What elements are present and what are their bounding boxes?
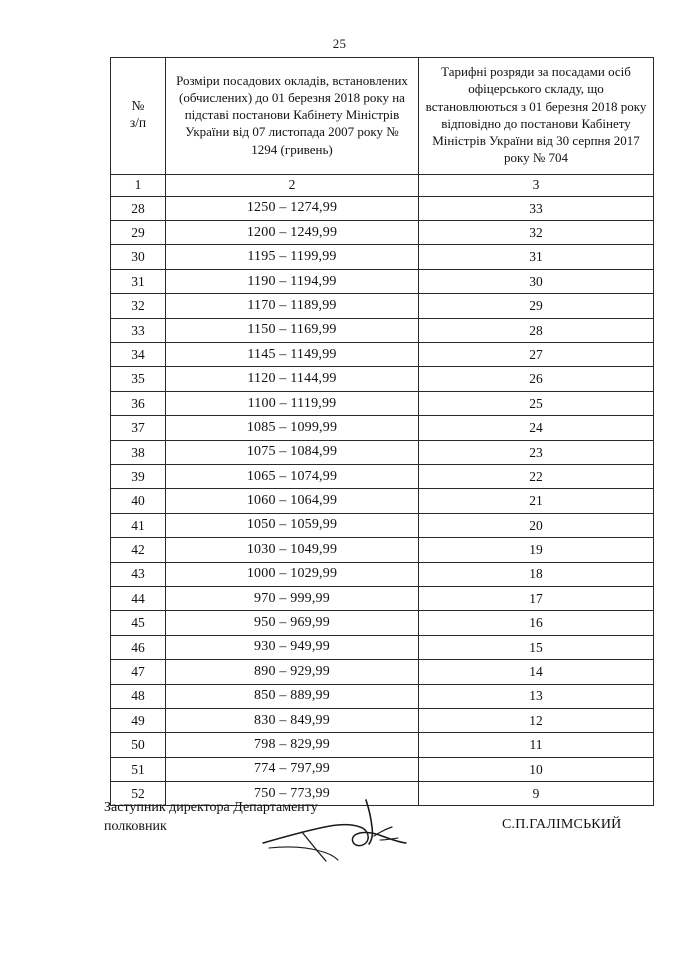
row-tariff-rank: 12 <box>419 708 654 732</box>
row-tariff-rank: 27 <box>419 343 654 367</box>
table-row <box>111 343 654 367</box>
row-salary-range: 890 – 929,99 <box>166 660 419 684</box>
row-index: 43 <box>111 562 166 586</box>
row-index: 30 <box>111 245 166 269</box>
row-tariff-rank: 23 <box>419 440 654 464</box>
signatory-role <box>104 798 318 836</box>
row-tariff-rank: 9 <box>419 782 654 806</box>
table-body <box>111 58 654 806</box>
page-number: 25 <box>332 36 347 51</box>
row-tariff-rank: 30 <box>419 269 654 293</box>
row-index: 33 <box>111 318 166 342</box>
table-row <box>111 489 654 513</box>
row-tariff-rank: 17 <box>419 586 654 610</box>
row-index: 48 <box>111 684 166 708</box>
row-index: 38 <box>111 440 166 464</box>
column-number-3: 3 <box>419 174 654 196</box>
row-salary-range: 1145 – 1149,99 <box>166 343 419 367</box>
row-salary-range: 774 – 797,99 <box>166 757 419 781</box>
row-index: 51 <box>111 757 166 781</box>
row-salary-range: 798 – 829,99 <box>166 733 419 757</box>
table-row <box>111 757 654 781</box>
row-salary-range: 1030 – 1049,99 <box>166 538 419 562</box>
row-salary-range: 850 – 889,99 <box>166 684 419 708</box>
row-salary-range: 830 – 849,99 <box>166 708 419 732</box>
row-index: 50 <box>111 733 166 757</box>
row-salary-range: 750 – 773,99 <box>166 782 419 806</box>
row-tariff-rank: 18 <box>419 562 654 586</box>
header-number-symbol: № <box>131 97 145 113</box>
row-salary-range: 1170 – 1189,99 <box>166 294 419 318</box>
row-salary-range: 950 – 969,99 <box>166 611 419 635</box>
row-salary-range: 1000 – 1029,99 <box>166 562 419 586</box>
row-index: 46 <box>111 635 166 659</box>
table-column-number-row <box>111 174 654 196</box>
table-row <box>111 464 654 488</box>
row-index: 35 <box>111 367 166 391</box>
row-salary-range: 1085 – 1099,99 <box>166 416 419 440</box>
row-tariff-rank: 15 <box>419 635 654 659</box>
table-row <box>111 221 654 245</box>
row-index: 45 <box>111 611 166 635</box>
header-cell-tariff-ranks: Тарифні розряди за посадами осіб офіцерського складу, що встановлюються з 01 березня 2018 року відповідно до постанови Кабінету Міністрів України від 30 серпня 2017 року № 704 <box>419 58 654 175</box>
table-header-row <box>111 58 654 175</box>
row-tariff-rank: 28 <box>419 318 654 342</box>
row-salary-range: 1100 – 1119,99 <box>166 391 419 415</box>
row-index: 29 <box>111 221 166 245</box>
table-row <box>111 538 654 562</box>
row-index: 44 <box>111 586 166 610</box>
row-tariff-rank: 19 <box>419 538 654 562</box>
signatory-name: С.П.ГАЛІМСЬКИЙ <box>502 817 622 832</box>
row-salary-range: 1050 – 1059,99 <box>166 513 419 537</box>
row-tariff-rank: 22 <box>419 464 654 488</box>
table-row <box>111 196 654 220</box>
row-salary-range: 1195 – 1199,99 <box>166 245 419 269</box>
header-cell-number <box>111 58 166 175</box>
signature-block <box>104 798 664 878</box>
row-salary-range: 1075 – 1084,99 <box>166 440 419 464</box>
row-tariff-rank: 29 <box>419 294 654 318</box>
column-number-1: 1 <box>111 174 166 196</box>
row-salary-range: 1150 – 1169,99 <box>166 318 419 342</box>
row-salary-range: 1065 – 1074,99 <box>166 464 419 488</box>
table-row <box>111 684 654 708</box>
column-number-2: 2 <box>166 174 419 196</box>
row-tariff-rank: 21 <box>419 489 654 513</box>
row-tariff-rank: 26 <box>419 367 654 391</box>
row-tariff-rank: 31 <box>419 245 654 269</box>
table-row <box>111 440 654 464</box>
table-row <box>111 416 654 440</box>
row-index: 47 <box>111 660 166 684</box>
row-index: 32 <box>111 294 166 318</box>
row-index: 36 <box>111 391 166 415</box>
table-row <box>111 245 654 269</box>
table-row <box>111 562 654 586</box>
row-index: 39 <box>111 464 166 488</box>
row-salary-range: 1200 – 1249,99 <box>166 221 419 245</box>
row-tariff-rank: 33 <box>419 196 654 220</box>
table-row <box>111 611 654 635</box>
table-row <box>111 708 654 732</box>
row-tariff-rank: 16 <box>419 611 654 635</box>
header-cell-salary-amounts: Розміри посадових окладів, встановлених (обчислених) до 01 березня 2018 року на підставі постанови Кабінету Міністрів України від 07 листопада 2007 року № 1294 (гривень) <box>166 58 419 175</box>
row-tariff-rank: 20 <box>419 513 654 537</box>
table-row <box>111 294 654 318</box>
row-tariff-rank: 14 <box>419 660 654 684</box>
table-row <box>111 513 654 537</box>
row-salary-range: 1250 – 1274,99 <box>166 196 419 220</box>
row-tariff-rank: 11 <box>419 733 654 757</box>
row-index: 28 <box>111 196 166 220</box>
row-tariff-rank: 10 <box>419 757 654 781</box>
signatory-role-line1: Заступник директора Департаменту <box>104 800 318 815</box>
row-salary-range: 1060 – 1064,99 <box>166 489 419 513</box>
row-tariff-rank: 32 <box>419 221 654 245</box>
table-row <box>111 318 654 342</box>
row-tariff-rank: 13 <box>419 684 654 708</box>
header-number-subscript: з/п <box>129 114 147 130</box>
table-row <box>111 391 654 415</box>
row-tariff-rank: 25 <box>419 391 654 415</box>
row-salary-range: 970 – 999,99 <box>166 586 419 610</box>
row-index: 52 <box>111 782 166 806</box>
row-index: 49 <box>111 708 166 732</box>
row-index: 42 <box>111 538 166 562</box>
row-index: 40 <box>111 489 166 513</box>
row-index: 37 <box>111 416 166 440</box>
row-index: 41 <box>111 513 166 537</box>
table-row <box>111 660 654 684</box>
row-index: 31 <box>111 269 166 293</box>
row-salary-range: 1190 – 1194,99 <box>166 269 419 293</box>
signatory-role-line2: полковник <box>104 819 167 834</box>
row-index: 34 <box>111 343 166 367</box>
table-row <box>111 635 654 659</box>
table-row <box>111 733 654 757</box>
row-tariff-rank: 24 <box>419 416 654 440</box>
table-row <box>111 586 654 610</box>
salary-ranks-table <box>110 57 654 806</box>
row-salary-range: 1120 – 1144,99 <box>166 367 419 391</box>
row-salary-range: 930 – 949,99 <box>166 635 419 659</box>
table-row <box>111 269 654 293</box>
table-row <box>111 367 654 391</box>
